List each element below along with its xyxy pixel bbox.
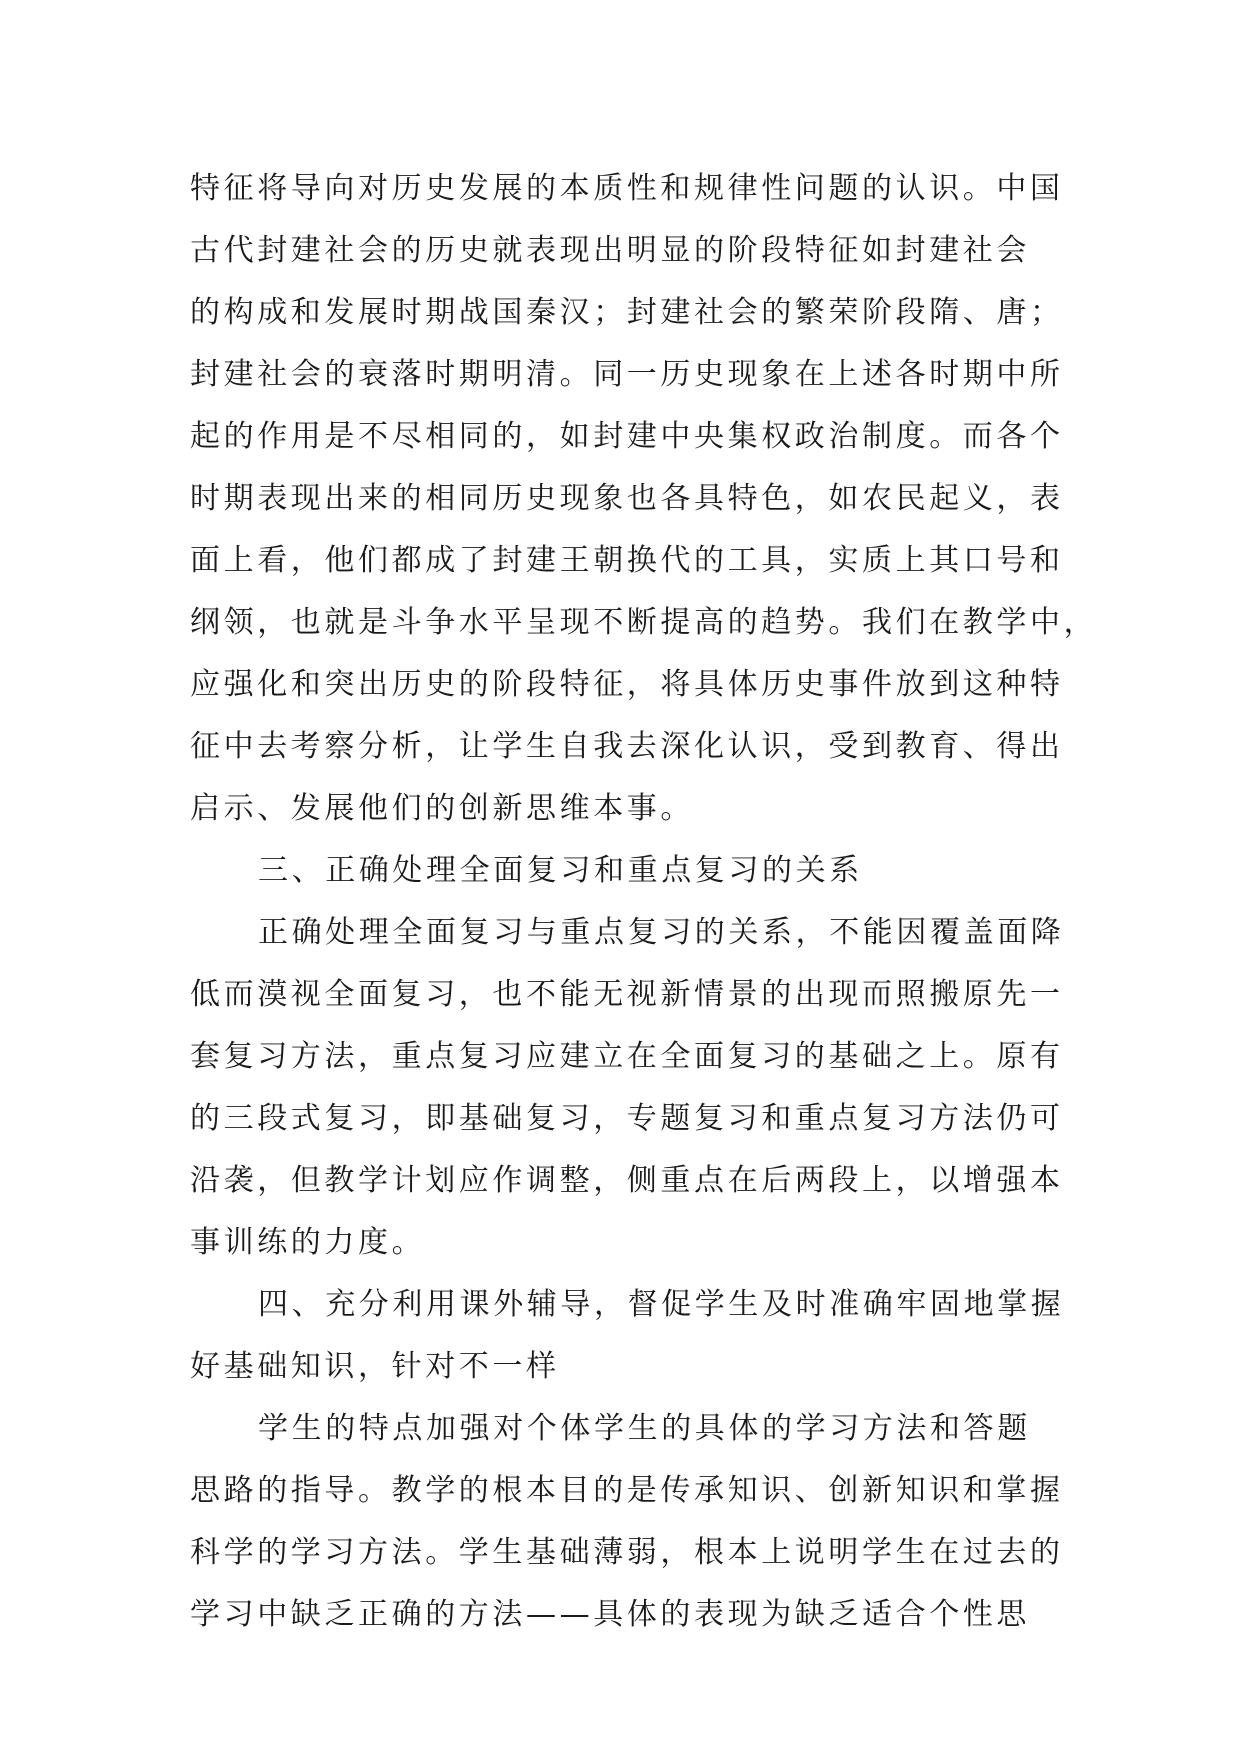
text-line: 沿袭，但教学计划应作调整，侧重点在后两段上，以增强本 — [190, 1163, 1064, 1198]
text-line: 学生的特点加强对个体学生的具体的学习方法和答题 — [258, 1411, 1031, 1446]
text-line: 起的作用是不尽相同的，如封建中央集权政治制度。而各个 — [190, 419, 1064, 454]
text-line: 科学的学习方法。学生基础薄弱，根本上说明学生在过去的 — [190, 1535, 1064, 1570]
text-line: 思路的指导。教学的根本目的是传承知识、创新知识和掌握 — [190, 1473, 1064, 1508]
text-line: 面上看，他们都成了封建王朝换代的工具，实质上其口号和 — [190, 543, 1064, 578]
text-line: 事训练的力度。 — [190, 1225, 426, 1260]
text-line: 好基础知识，针对不一样 — [190, 1349, 560, 1384]
text-line: 低而漠视全面复习，也不能无视新情景的出现而照搬原先一 — [190, 977, 1064, 1012]
text-line: 正确处理全面复习与重点复习的关系，不能因覆盖面降 — [258, 915, 1065, 950]
text-line: 封建社会的衰落时期明清。同一历史现象在上述各时期中所 — [190, 357, 1064, 392]
text-line: 特征将导向对历史发展的本质性和规律性问题的认识。中国 — [190, 171, 1064, 206]
text-line: 启示、发展他们的创新思维本事。 — [190, 791, 694, 826]
text-line: 学习中缺乏正确的方法——具体的表现为缺乏适合个性思 — [190, 1597, 1030, 1632]
text-line: 的三段式复习，即基础复习，专题复习和重点复习方法仍可 — [190, 1101, 1064, 1136]
text-line: 应强化和突出历史的阶段特征，将具体历史事件放到这种特 — [190, 667, 1064, 702]
text-line: 套复习方法，重点复习应建立在全面复习的基础之上。原有 — [190, 1039, 1064, 1074]
text-line: 四、充分利用课外辅导，督促学生及时准确牢固地掌握 — [258, 1287, 1065, 1322]
document-body — [190, 158, 1098, 1646]
text-line: 三、正确处理全面复习和重点复习的关系 — [258, 853, 863, 888]
text-line: 的构成和发展时期战国秦汉；封建社会的繁荣阶段隋、唐； — [190, 295, 1064, 330]
text-line: 古代封建社会的历史就表现出明显的阶段特征如封建社会 — [190, 233, 1030, 268]
text-line: 时期表现出来的相同历史现象也各具特色，如农民起义，表 — [190, 481, 1064, 516]
text-line: 纲领，也就是斗争水平呈现不断提高的趋势。我们在教学中， — [190, 605, 1098, 640]
text-line: 征中去考察分析，让学生自我去深化认识，受到教育、得出 — [190, 729, 1064, 764]
